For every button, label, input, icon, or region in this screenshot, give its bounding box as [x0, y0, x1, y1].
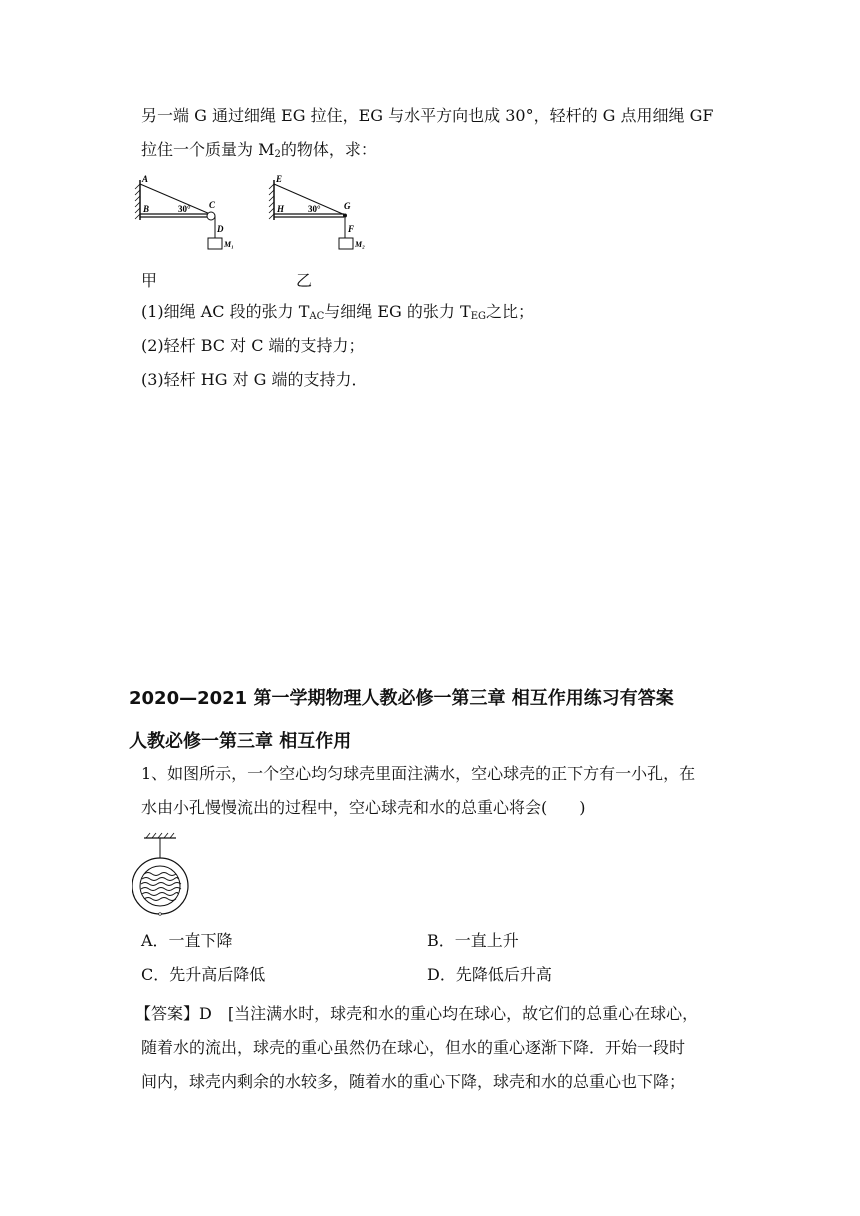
fig-yi-label-m2: M₂	[355, 240, 365, 249]
q1-sub-eg: EG	[470, 311, 486, 322]
q1-sub-ac: AC	[309, 311, 325, 322]
fig-jia-label-m1: M₁	[224, 240, 234, 249]
fig-jia-label-b: B	[143, 204, 150, 214]
problem-1-line-2: 水由小孔慢慢流出的过程中，空心球壳和水的总重心将会( )	[141, 798, 586, 817]
option-b: B．一直上升	[427, 931, 519, 950]
fig-yi-label-h: H	[277, 204, 285, 214]
fig-yi-label-f: F	[348, 224, 355, 234]
figure-jia-caption: 甲	[141, 271, 158, 290]
fig-jia-label-c: C	[209, 200, 216, 210]
fig-yi-label-g: G	[344, 201, 351, 211]
option-d: D．先降低后升高	[427, 965, 552, 984]
problem-1-line-1: 1、如图所示，一个空心均匀球壳里面注满水，空心球壳的正下方有一小孔，在	[141, 764, 696, 783]
option-c: C．先升高后降低	[141, 965, 266, 984]
intro-line-2-sub: 2	[274, 149, 281, 160]
answer-label: 【答案】	[135, 1004, 200, 1023]
answer-line-1-rest: D [当注满水时，球壳和水的重心均在球心，故它们的总重心在球心，	[199, 1004, 699, 1023]
question-2: (2)轻杆 BC 对 C 端的支持力；	[141, 336, 365, 355]
q1-post: 之比；	[485, 302, 534, 321]
fig-jia-angle: 30°	[178, 204, 191, 214]
fig-yi-label-e: E	[276, 174, 283, 184]
intro-line-1: 另一端 G 通过细绳 EG 拉住，EG 与水平方向也成 30°，轻杆的 G 点用细绳 GF	[141, 106, 714, 125]
intro-line-2	[141, 140, 377, 165]
fig-yi-angle: 30°	[308, 204, 321, 214]
document-heading: 2020—2021 第一学期物理人教必修一第三章 相互作用练习有答案	[129, 688, 674, 709]
answer-line-3: 间内，球壳内剩余的水较多，随着水的重心下降，球壳和水的总重心也下降；	[141, 1072, 686, 1091]
figure-yi-diagram	[264, 172, 374, 258]
figure-yi-caption: 乙	[296, 271, 313, 290]
chapter-heading: 人教必修一第三章 相互作用	[129, 731, 352, 752]
fig-jia-label-d: D	[217, 224, 224, 234]
figure-jia-diagram	[130, 172, 240, 258]
intro-line-2-pre: 拉住一个质量为 M	[141, 140, 275, 159]
q1-mid: 与细绳 EG 的张力 T	[324, 302, 471, 321]
option-a: A．一直下降	[141, 931, 233, 950]
answer-line-1	[135, 1004, 698, 1024]
question-3: (3)轻杆 HG 对 G 端的支持力．	[141, 370, 368, 389]
q1-pre: (1)细绳 AC 段的张力 T	[141, 302, 310, 321]
intro-line-2-post: 的物体，求：	[280, 140, 377, 159]
question-1	[141, 302, 534, 327]
answer-line-2: 随着水的流出，球壳的重心虽然仍在球心，但水的重心逐渐下降．开始一段时	[141, 1038, 686, 1057]
fig-jia-label-a: A	[142, 174, 149, 184]
sphere-figure	[132, 830, 192, 920]
